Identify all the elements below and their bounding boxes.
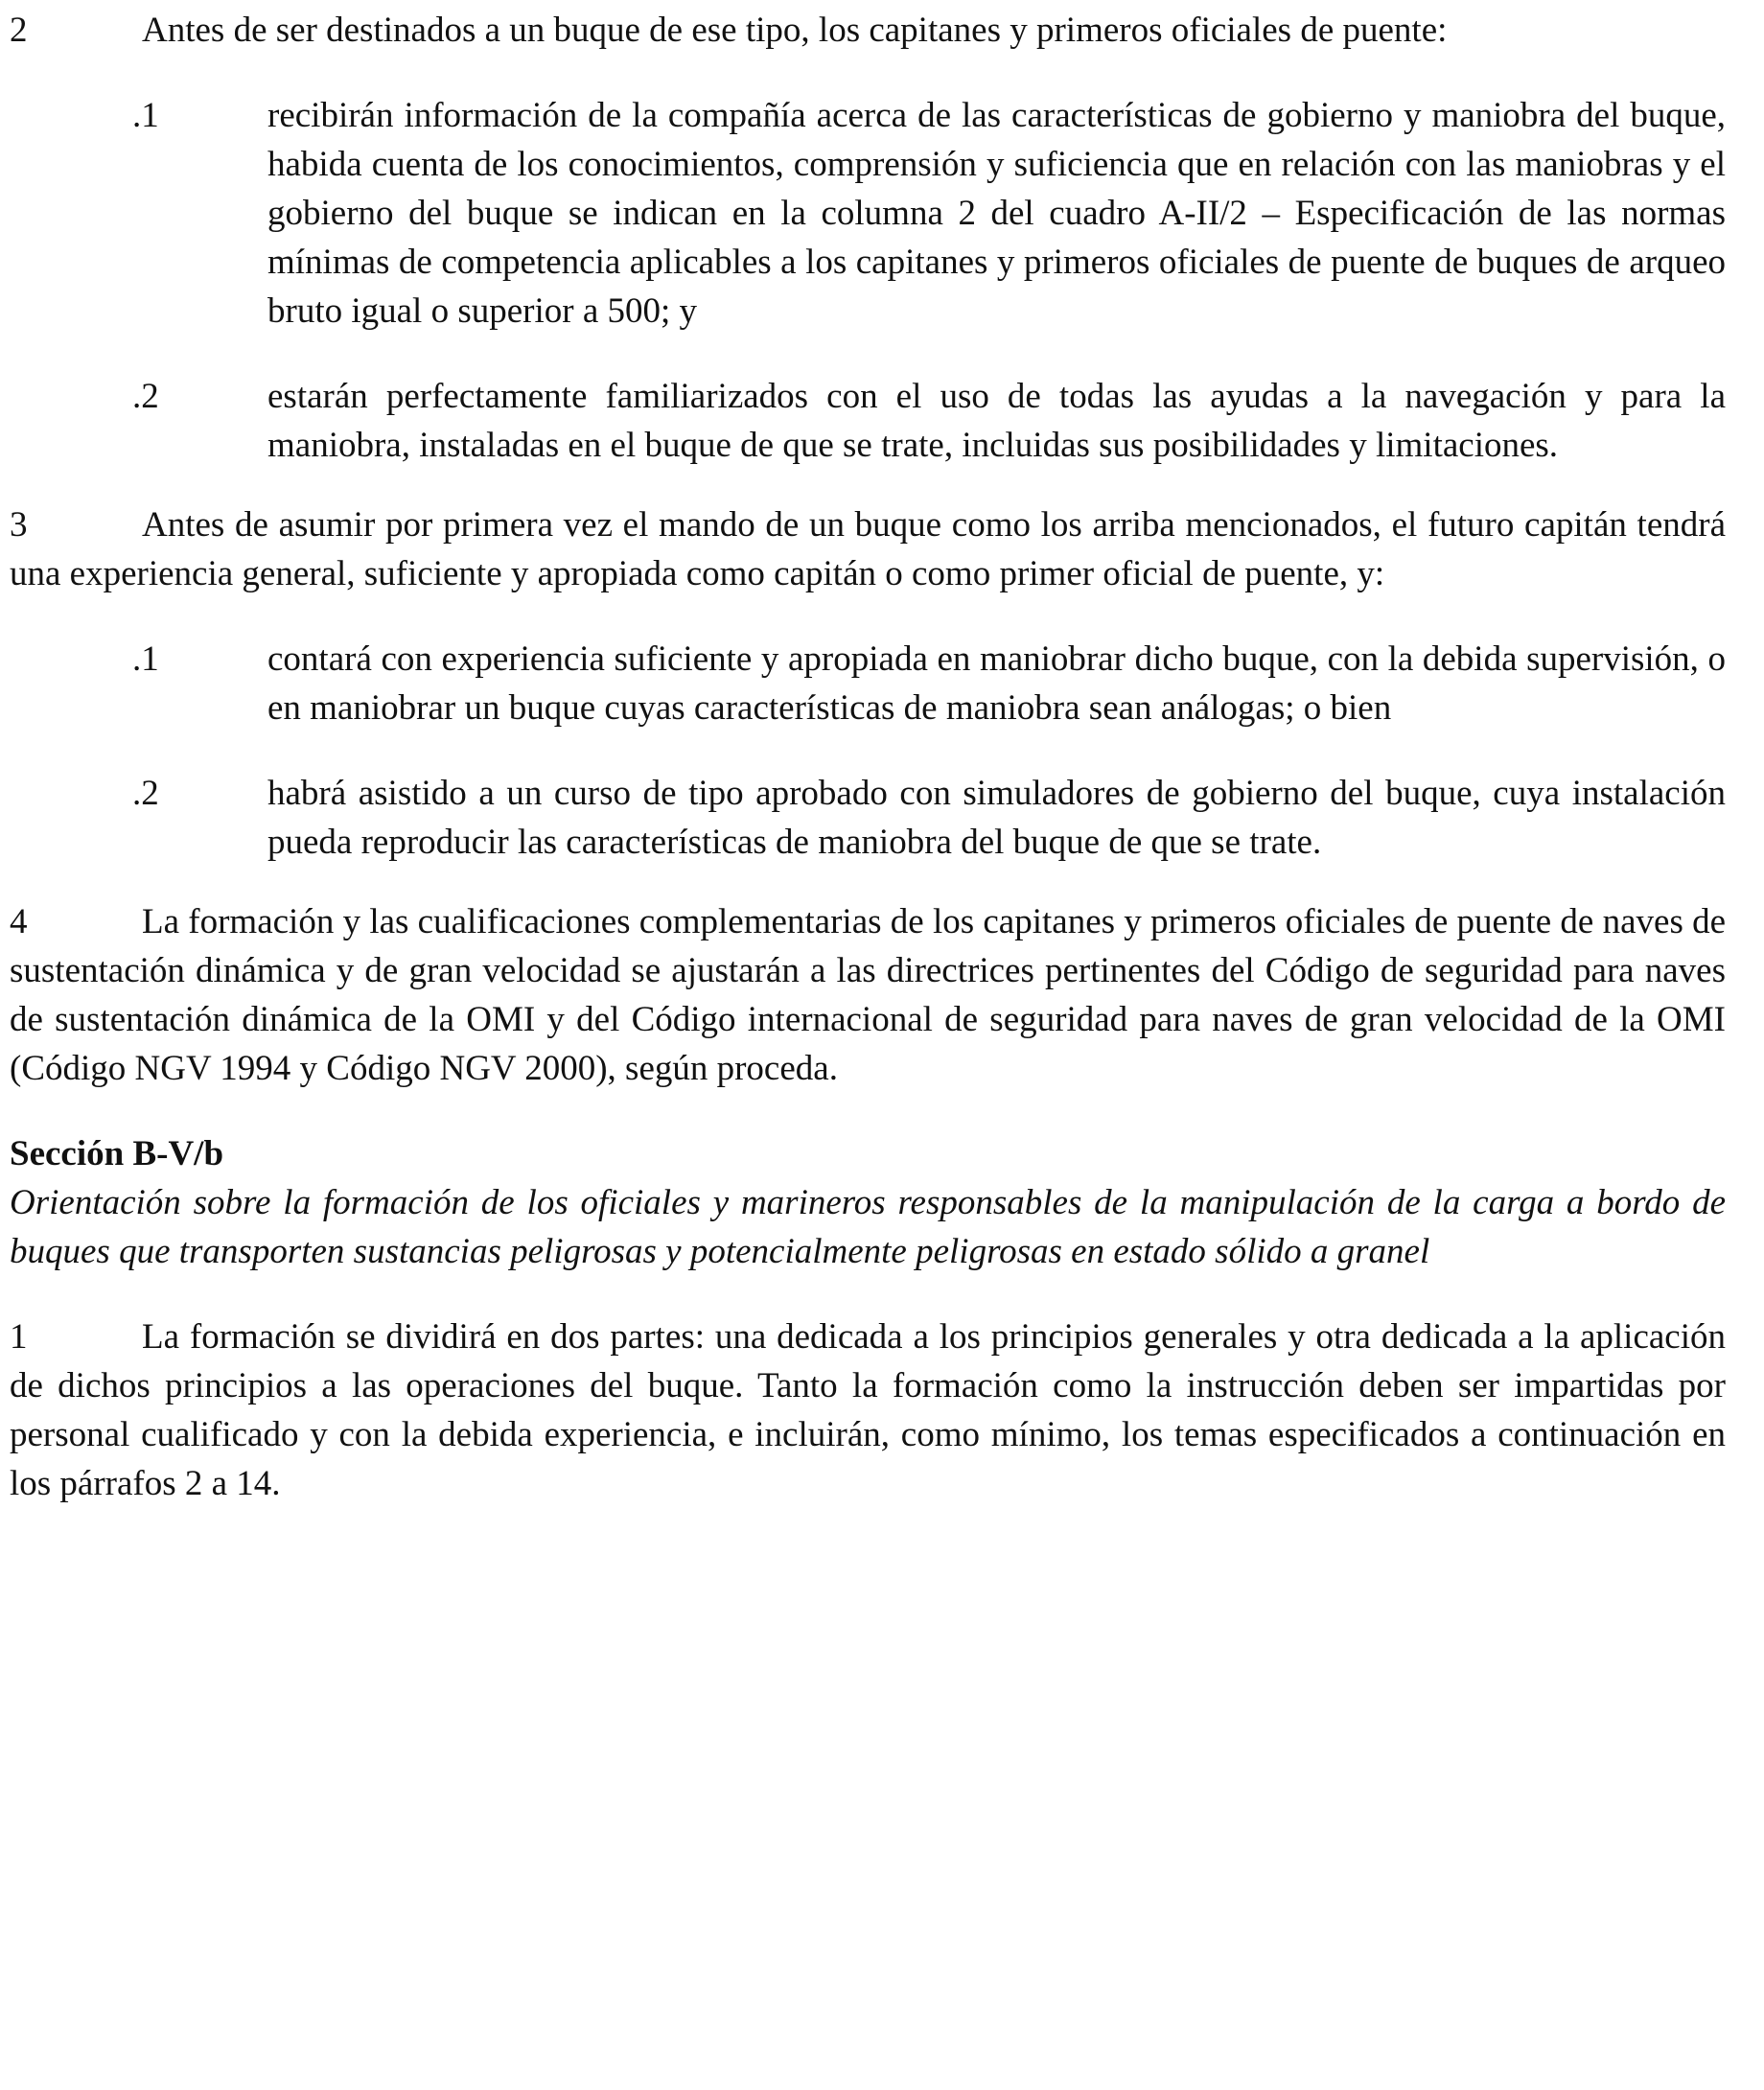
paragraph-text: Antes de asumir por primera vez el mando de un buque como los arriba mencionados, el futuro capitán tendrá una experiencia general, suficiente y apropiada como capitán o como primer oficial de puente, y:	[10, 505, 1726, 593]
document-page	[10, 6, 1726, 1508]
list-item-text: habrá asistido a un curso de tipo aprobado con simuladores de gobierno del buque, cuya instalación pueda reproducir las características de maniobra del buque de que se trate.	[267, 774, 1726, 862]
list-item	[132, 769, 1726, 867]
list-item-number: .2	[132, 774, 159, 813]
list-item	[132, 635, 1726, 732]
list-item-text: estarán perfectamente familiarizados con el uso de todas las ayudas a la navegación y para la maniobra, instaladas en el buque de que se trate, incluidas sus posibilidades y limitaciones.	[267, 377, 1726, 465]
list-item	[132, 91, 1726, 336]
paragraph-number: 1	[10, 1317, 28, 1357]
list-item-text: contará con experiencia suficiente y apropiada en maniobrar dicho buque, con la debida supervisión, o en maniobrar un buque cuyas características de maniobra sean análogas; o bien	[267, 639, 1726, 728]
list-item	[132, 372, 1726, 470]
list-item-number: .2	[132, 377, 159, 416]
list-item-text: recibirán información de la compañía acerca de las características de gobierno y maniobra del buque, habida cuenta de los conocimientos, comprensión y suficiencia que en relación con las maniobras y el gobierno del buque se indican en la columna 2 del cuadro A-II/2 – Especificación de las normas mínimas de competencia aplicables a los capitanes y primeros oficiales de puente de buques de arqueo bruto igual o superior a 500; y	[267, 96, 1726, 331]
section-subtitle: Orientación sobre la formación de los oficiales y marineros responsables de la manipulación de la carga a bordo de buques que transporten sustancias peligrosas y potencialmente peligrosas en estado sólido a granel	[10, 1183, 1726, 1271]
paragraph-number: 2	[10, 11, 28, 50]
paragraph-text: La formación y las cualificaciones complementarias de los capitanes y primeros oficiales de puente de naves de sustentación dinámica y de gran velocidad se ajustarán a las directrices pertinentes del Código de seguridad para naves de sustentación dinámica de la OMI y del Código internacional de seguridad para naves de gran velocidad de la OMI (Código NGV 1994 y Código NGV 2000), según proceda.	[10, 902, 1727, 1088]
list-item-number: .1	[132, 96, 159, 135]
paragraph-text: Antes de ser destinados a un buque de ese tipo, los capitanes y primeros oficiales de puente:	[142, 11, 1448, 50]
list-item-number: .1	[132, 639, 159, 679]
paragraph-1	[10, 1312, 1726, 1508]
paragraph-3	[10, 500, 1726, 598]
paragraph-4	[10, 897, 1726, 1093]
paragraph-text: La formación se dividirá en dos partes: una dedicada a los principios generales y otra dedicada a la aplicación de dichos principios a las operaciones del buque. Tanto la formación como la instrucción deben ser impartidas por personal cualificado y con la debida experiencia, e incluirán, como mínimo, los temas especificados a continuación en los párrafos 2 a 14.	[10, 1317, 1726, 1503]
paragraph-2	[10, 6, 1726, 55]
paragraph-number: 3	[10, 505, 28, 545]
paragraph-number: 4	[10, 902, 28, 941]
section-heading: Sección B-V/b	[10, 1134, 224, 1173]
